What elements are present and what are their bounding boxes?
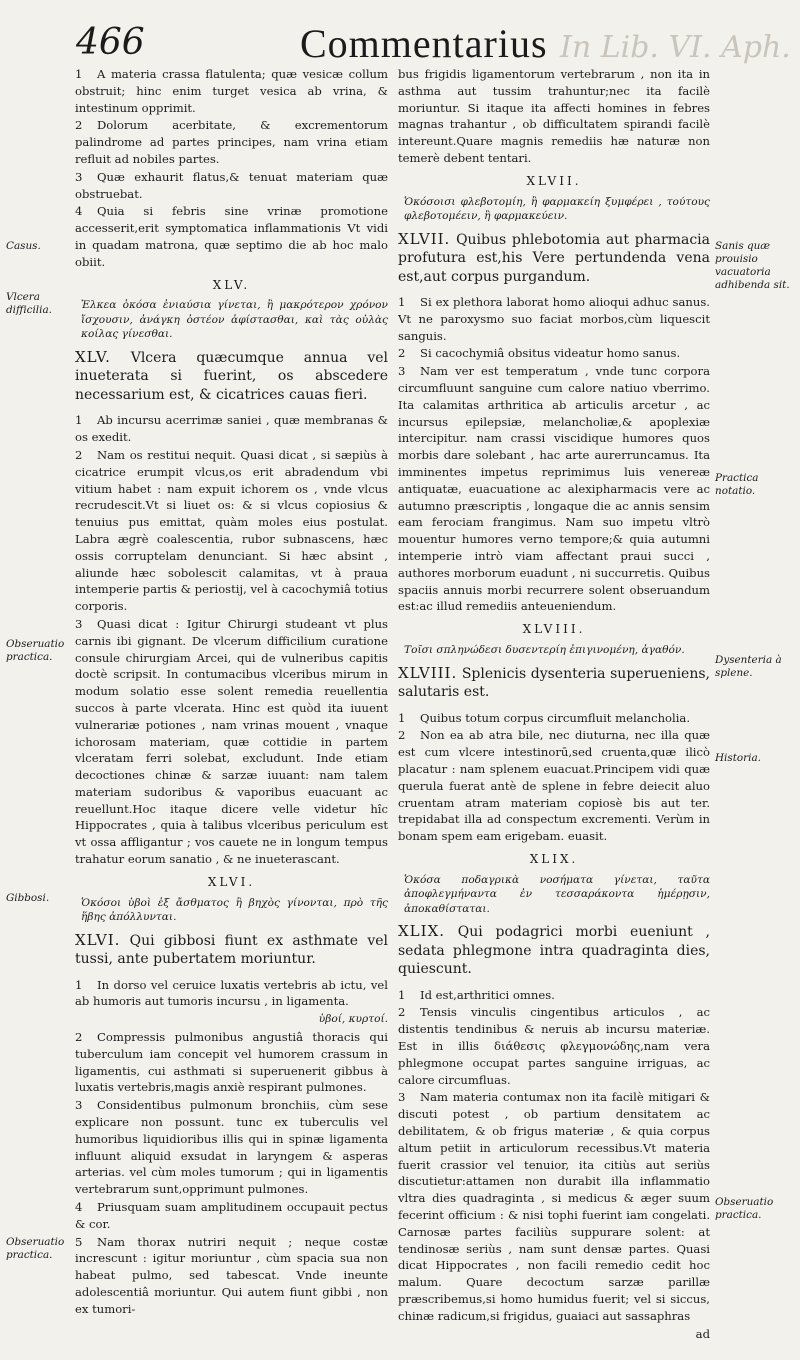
- margin-note-observatio: Obseruatio practica.: [715, 1196, 774, 1221]
- margin-note-practica: Practica notatio.: [715, 472, 759, 497]
- margin-note-ulcera: Vlcera difficilia.: [6, 291, 52, 316]
- greek-text: Ὁκόσοισι φλεβοτομίη, ἢ φαρμακείη ξυμφέρει , τούτους φλεβοτομέειν, ἢ φαρμακεύειν.: [404, 195, 710, 223]
- commentary-paragraph: 3 Quasi dicat : Igitur Chirurgi studeant vt plus carnis ibi gignant. De vlcerum difficilium curatione consule chirurgiam Arcei, qui de vulneribus capitis doctè scripsit. In contumacibus vlceribus mirum in modum solatio esse solent remedia reuellentia succos à parte vlcerata. Hinc est quòd ita iuuent vulnerariæ potiones , nam vrinas mouent , vnaque ichorosam materiam, quæ cottidie in partem vlceratam ferri solebat, excludunt. Inde etiam decoctiones chinæ & sarzæ iuuant: nam talem materiam sudoribus & vaporibus euacuant ac reuellunt.Hoc itaque dicere velle videtur hîc Hippocrates , quia à talibus vlceribus periculum est vt ossa affligantur ; vos cauete ne in longum tempus trahatur eorum sanatio , & ne inueterascant.: [75, 616, 388, 867]
- section-heading: XLVII.: [526, 173, 582, 188]
- commentary-paragraph: bus frigidis ligamentorum vertebrarum , non ita in asthma aut tussim trahuntur;nec ita facilè moriuntur. Si itaque ita affecti homines in febres magnas trahantur , ob difficultatem spirandi facilè intereunt.Quare magnis remediis hæ naturæ non temerè debent tentari.: [398, 67, 710, 165]
- aphorism: XLVII. Quibus phlebotomia aut pharmacia profutura est,his Vere pertundenda vena est,aut corpus purgandum.: [398, 229, 710, 285]
- greek-text: Ὁκόσα ποδαγρικὰ νοσήματα γίνεται, ταῦτα ἀποφλεγμήναντα ἐν τεσσαράκοντα ἡμέρῃσιν, ἀποκαθίσταται.: [404, 873, 710, 915]
- aphorism: XLVI. Qui gibbosi fiunt ex asthmate vel tussi, ante pubertatem moriuntur.: [75, 930, 389, 968]
- section-heading: XLVIII.: [522, 622, 586, 637]
- commentary-paragraph: 3 Nam materia contumax non ita facilè mitigari & discuti potest , ob partium densitatem ac debilitatem, & ob frigus materiæ , & quia corpus altum petiit in articulorum recessibus.Vt materia fuerit crassior vel tenuior, ita citiùs aut seriùs discutietur:attamen non durabit illa inflammatio vltra dies quadraginta , si medicus & æger suum fecerint officium : & nisi tophi fuerint iam congelati. Carnosæ partes faciliùs suppurare solent: at tendinosæ seriùs , nam sunt densæ partes. Quasi dicat Hippocrates , non facili remedio cedit hoc malum. Quare decoctum sarzæ parillæ præscribemus,si homo humidus fuerit; vel si siccus, chinæ radicum,si frigidus, guaiaci aut sassaphras: [398, 1090, 710, 1323]
- commentary-paragraph: 2 Dolorum acerbitate, & excrementorum palindrome ad partes principes, nam vrina etiam refluit ad nobiles partes.: [75, 118, 388, 166]
- margin-note-casus: Casus.: [6, 240, 41, 252]
- margin-note-observatio: Obseruatio practica.: [6, 1236, 65, 1261]
- commentary-paragraph: 4 Priusquam suam amplitudinem occupauit pectus & cor.: [75, 1200, 388, 1231]
- greek-text: Ὁκόσοι ὑβοὶ ἐξ ἄσθματος ἢ βηχὸς γίνονται, πρὸ τῆς ἥβης ἀπόλλυνται.: [81, 896, 388, 924]
- commentary-paragraph: 3 Nam ver est temperatum , vnde tunc corpora circumfluunt sanguine cum calore natiuo vberrimo. Ita calamitas arthritica ab articulis arcetur , ac incursus epilepsiæ, melancholiæ,& apoplexiæ intercipitur. nam crassi viscidique humores quos morbis dare solebant , hac arte aurerruncamus. Ita imminentes impetus reprimimus luis venereæ antiquatæ, euacuatione ac alexipharmacis vere ac autumno præscriptis , longaque die ac annis sensim eam ferociam frangimus. Nam suo impetu vltrò mouentur humores verno tempore;& quia autumni intemperie intrò viam affectant praui succi , authores morborum euadunt , ni succurretis. Quibus spaciis annuis morbi recurrere solent obseruandum est:ac illud remediis anteueniendum.: [398, 364, 710, 614]
- page-number: 466: [76, 22, 145, 63]
- section-heading: XLV.: [212, 277, 251, 292]
- greek-text: Τοῖσι σπληνώδεσι δυσεντερίη ἐπιγινομένη, ἀγαθόν.: [404, 644, 685, 657]
- commentary-paragraph: 4 Quia si febris sine vrinæ promotione accesserit,erit symptomatica inflammationis Vt vidi in quadam matrona, quæ septimo die ab hoc malo obiit.: [75, 204, 388, 269]
- section-heading: XLVI.: [207, 874, 256, 889]
- commentary-paragraph: 2 Non ea ab atra bile, nec diuturna, nec illa quæ est cum vlcere intestinorū,sed cruenta,quæ ilicò placatur : nam splenem euacuat.Principem vidi quæ querula fuerat antè de splene in febre deiecit aluo cruentam atram materiam copiosè bis aut ter. trepidabat illa ad conspectum excrementi. Verùm in bonam spem eam erigebam. euasit.: [398, 728, 710, 844]
- commentary-paragraph: 5 Nam thorax nutriri nequit ; neque costæ increscunt : igitur moriuntur , cùm spacia sua non habeat pulmo, sed tabescat. Vnde ineunte adolescentiâ moriuntur. Qui autem fiunt gibbi , non ex tumori-: [75, 1234, 388, 1316]
- margin-note-sanis: Sanis quæ prouisio vacuatoria adhibenda sit.: [715, 240, 790, 291]
- section-heading: XLIX.: [529, 851, 579, 866]
- commentary-paragraph: 1 A materia crassa flatulenta; quæ vesicæ collum obstruit; hinc enim turget vesica ab vrina, & intestinum opprimit.: [75, 67, 388, 115]
- commentary-paragraph: 3 Quæ exhaurit flatus,& tenuat materiam quæ obstruebat.: [75, 169, 388, 201]
- commentary-paragraph: 1 Quibus totum corpus circumfluit melancholia.: [398, 710, 691, 725]
- commentary-paragraph: 2 Nam os restitui nequit. Quasi dicat , si sæpiùs à cicatrice erumpit vlcus,os erit abradendum vbi vitium habet : nam expuit ichorem os , vnde vlcus recrudescit.Vt si liuet os: & si vlcus copiosius & tenuius pus emittat, quàm moles eius postulat. Labra ægrè coalescentia, rubor subnascens, hæc ossis corruptelam denunciant. Si hæc absint , aliunde hæc sobolescit calamitas, vt à praua intemperie partis & periostij, vel à cacochymiâ totius corporis.: [75, 447, 388, 614]
- commentary-paragraph: 2 Si cacochymiâ obsitus videatur homo sanus.: [398, 346, 681, 361]
- page-header: [0, 8, 800, 66]
- commentary-paragraph: 3 Considentibus pulmonum bronchiis, cùm sese explicare non possunt. tunc ex tuberculis vel humoribus liquidioribus illis qui in spinæ ligamenta influunt aliquid exsudat in laryngem & asperas arterias. vel cùm moles tumorum ; qui in ligamentis vertebrarum sunt,opprimunt pulmones.: [75, 1098, 388, 1197]
- commentary-paragraph: 1 Id est,arthritici omnes.: [398, 987, 555, 1002]
- margin-note-historia: Historia.: [715, 752, 761, 764]
- aphorism: XLIX. Qui podagrici morbi eueniunt , sedata phlegmone intra quadraginta dies, quiescunt.: [398, 922, 711, 978]
- left-column: [75, 66, 388, 1319]
- aphorism: XLV. Vlcera quæcumque annua vel inueterata si fuerint, os abscedere necessarium est, & cicatrices cauas fieri.: [75, 347, 389, 403]
- commentary-paragraph: 2 Tensis vinculis cingentibus articulos , ac distentis tendinibus & neruis ab incursu materiæ. Est in illis διάθεσις φλεγμονώδης,nam vera phlegmone occupat partes sanguine irriguas, ac calore circumfluas.: [398, 1005, 710, 1087]
- commentary-paragraph: 1 In dorso vel ceruice luxatis vertebris ab ictu, vel ab humoris aut tumoris incursu , in ligamenta.: [75, 977, 388, 1009]
- aphorism: XLVIII. Splenicis dysenteria superueniens, salutaris est.: [398, 663, 710, 701]
- greek-text: Ἑλκεα ὁκόσα ἐνιαύσια γίνεται, ἢ μακρότερον χρόνον ἴσχουσιν, ἀνάγκη ὀστέον ἀφίστασθαι, καὶ τὰς οὐλὰς κοίλας γίνεσθαι.: [81, 299, 388, 341]
- bleed-through-text: In Lib. VI. Aph.: [560, 30, 791, 65]
- right-column: [398, 66, 710, 1343]
- margin-note-observatio: Obseruatio practica.: [6, 638, 65, 663]
- commentary-paragraph: 1 Ab incursu acerrimæ saniei , quæ membranas & os exedit.: [75, 413, 388, 445]
- running-head: Commentarius: [300, 21, 548, 66]
- commentary-paragraph: 2 Compressis pulmonibus angustiâ thoracis qui tuberculum iam concepit vel humorem crassum in ligamentis, cui asthmati si superuenerit gibbus à luxatis vertebris,magis anxiè respirant pulmones.: [75, 1030, 388, 1095]
- greek-gloss: ὑβοί, κυρτοί.: [318, 1013, 388, 1026]
- commentary-paragraph: 1 Si ex plethora laborat homo alioqui adhuc sanus. Vt ne paroxysmo suo faciat morbos,cùm liquescit sanguis.: [398, 295, 710, 343]
- margin-note-gibbosi: Gibbosi.: [6, 892, 50, 904]
- margin-note-dysenteria: Dysenteria à splene.: [715, 654, 782, 679]
- catchword: ad: [695, 1326, 710, 1341]
